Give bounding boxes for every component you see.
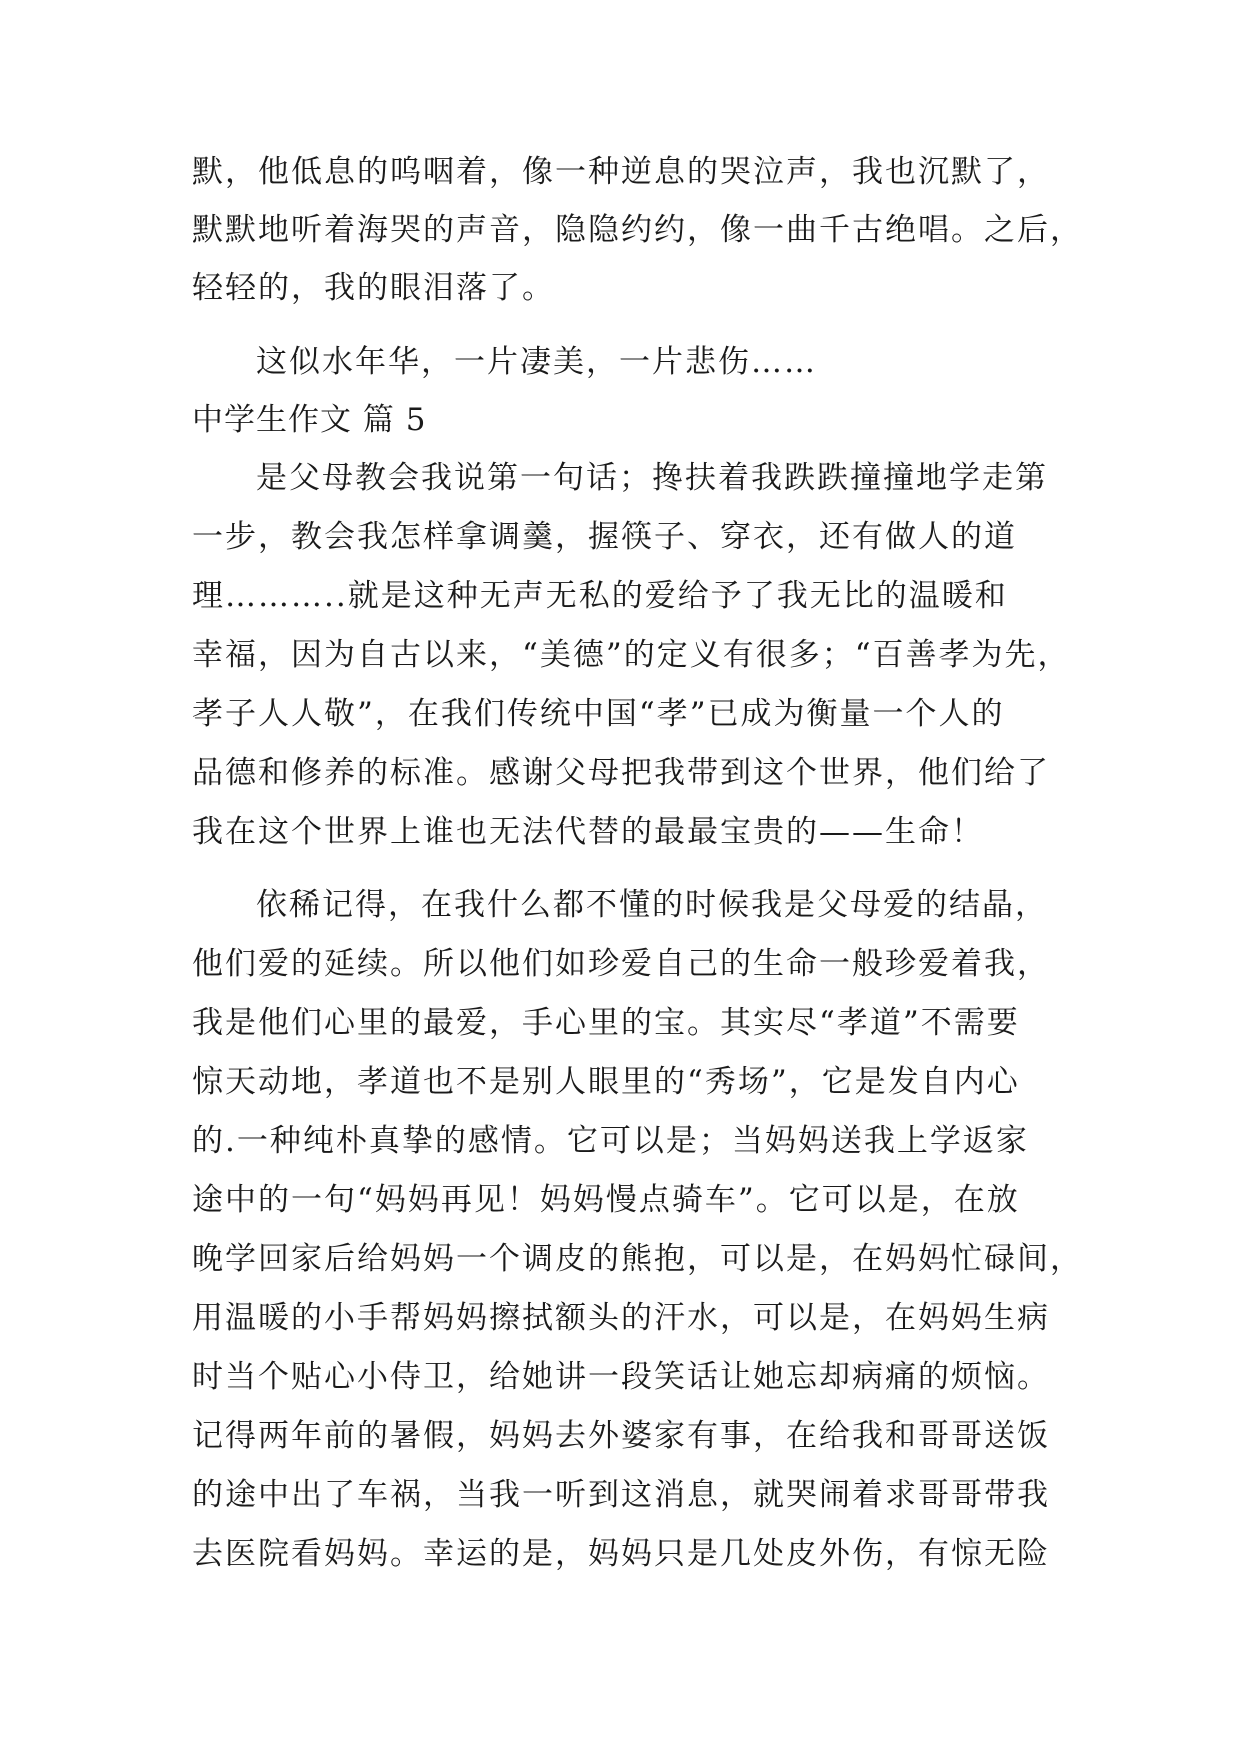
text-line: 的.一种纯朴真挚的感情。它可以是；当妈妈送我上学返家 bbox=[192, 1123, 1029, 1159]
text-line: 孝子人人敬”，在我们传统中国“孝”已成为衡量一个人的 bbox=[192, 696, 1005, 732]
text-line: 品德和修养的标准。感谢父母把我带到这个世界，他们给了 bbox=[192, 755, 1050, 791]
text-line: 惊天动地，孝道也不是别人眼里的“秀场”，它是发自内心 bbox=[192, 1064, 1020, 1100]
text-line: 我在这个世界上谁也无法代替的最最宝贵的——生命！ bbox=[192, 814, 984, 850]
section-heading: 中学生作文 篇 5 bbox=[192, 402, 427, 438]
text-line: 我是他们心里的最爱，手心里的宝。其实尽“孝道”不需要 bbox=[192, 1005, 1020, 1041]
text-line: 这似水年华，一片凄美，一片悲伤…… bbox=[256, 344, 817, 380]
text-line: 是父母教会我说第一句话；搀扶着我跌跌撞撞地学走第 bbox=[256, 460, 1048, 496]
text-line: 幸福，因为自古以来，“美德”的定义有很多；“百善孝为先， bbox=[192, 637, 1071, 673]
text-line: 一步，教会我怎样拿调羹，握筷子、穿衣，还有做人的道 bbox=[192, 519, 1017, 555]
text-line: 依稀记得，在我什么都不懂的时候我是父母爱的结晶， bbox=[256, 887, 1048, 923]
text-line: 途中的一句“妈妈再见！妈妈慢点骑车”。它可以是，在放 bbox=[192, 1182, 1020, 1218]
text-line: 去医院看妈妈。幸运的是，妈妈只是几处皮外伤，有惊无险 bbox=[192, 1536, 1050, 1572]
text-line: 理………..就是这种无声无私的爱给予了我无比的温暖和 bbox=[192, 578, 1008, 614]
text-line: 的途中出了车祸，当我一听到这消息，就哭闹着求哥哥带我 bbox=[192, 1477, 1050, 1513]
text-line: 默默地听着海哭的声音，隐隐约约，像一曲千古绝唱。之后， bbox=[192, 212, 1083, 248]
text-line: 时当个贴心小侍卫，给她讲一段笑话让她忘却病痛的烦恼。 bbox=[192, 1359, 1050, 1395]
text-line: 晚学回家后给妈妈一个调皮的熊抱，可以是，在妈妈忙碌间， bbox=[192, 1241, 1083, 1277]
text-line: 记得两年前的暑假，妈妈去外婆家有事，在给我和哥哥送饭 bbox=[192, 1418, 1050, 1454]
text-line: 用温暖的小手帮妈妈擦拭额头的汗水，可以是，在妈妈生病 bbox=[192, 1300, 1050, 1336]
text-line: 他们爱的延续。所以他们如珍爱自己的生命一般珍爱着我， bbox=[192, 946, 1050, 982]
text-line: 轻轻的，我的眼泪落了。 bbox=[192, 270, 555, 306]
text-line: 默，他低息的呜咽着，像一种逆息的哭泣声，我也沉默了， bbox=[192, 154, 1050, 190]
